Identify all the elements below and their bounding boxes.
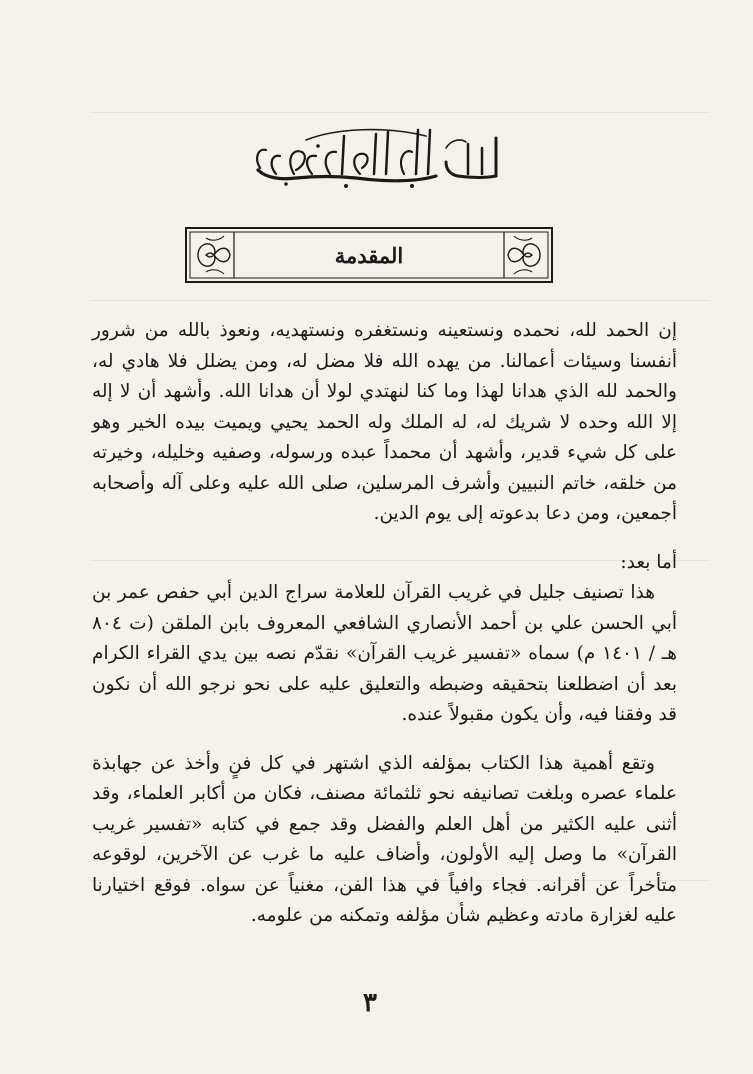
paragraph-importance: وتقع أهمية هذا الكتاب بمؤلفه الذي اشتهر في كل فنٍ وأخذ عن جهابذة علماء عصره وبلغت تصانيفه نحو ثلثمائة مصنف، فكان من أكابر العلماء، وقد أثنى عليه الكثير من أهل العلم والفضل وقد جمع في كتابه «تفسير غريب القرآن» ما وصل إليه الأولون، وأضاف عليه ما غرب عن الآخرين، لوقوعه متأخراً عن أقرانه. فجاء وافياً في هذا الفن، مغنياً عن سواه. فوقع اختيارنا عليه لغزارة مادته وعظيم شأن مؤلفه وتمكنه من علومه. — [92, 752, 677, 926]
page-title: المقدمة — [334, 242, 404, 268]
page-number: ٣ — [363, 988, 377, 1018]
paragraph-book-intro: هذا تصنيف جليل في غريب القرآن للعلامة سراج الدين أبي حفص عمر بن أبي الحسن علي بن أحمد الأنصاري الشافعي المعروف بابن الملقن (ت ٨٠٤ هـ / ١٤٠١ م) سماه «تفسير غريب القرآن» نقدّم نصه بين يدي القراء الكرام بعد أن اضطلعنا بتحقيقه وضبطه والتعليق عليه على نحو نرجو الله أن نكون قد وفقنا فيه، وأن يكون مقبولاً عنده. — [92, 582, 678, 725]
bleed-line — [90, 300, 710, 301]
bleed-line — [90, 112, 710, 113]
paragraph-amma-baad: أما بعد: — [620, 551, 677, 573]
basmala-calligraphy — [246, 118, 506, 192]
paragraph-opening: إن الحمد لله، نحمده ونستعينه ونستغفره ونستهديه، ونعوذ بالله من شرور أنفسنا وسيئات أعمالنا. من يهده الله فلا مضل له، ومن يضلل فلا هادي له، والحمد لله الذي هدانا لهذا وما كنا لنهتدي لولا أن هدانا الله. وأشهد أن لا إله إلا الله وحده لا شريك له، له الملك وله الحمد يحيي ويميت بيده الخير وهو على كل شيء قدير، وأشهد أن محمداً عبده ورسوله، وصفيه وخليله، وخيرته من خلقه، خاتم النبيين وأشرف المرسلين، صلى الله عليه وعلى آله وأصحابه أجمعين، ومن دعا بدعوته إلى يوم الدين. — [92, 320, 677, 524]
page-body — [92, 316, 677, 932]
